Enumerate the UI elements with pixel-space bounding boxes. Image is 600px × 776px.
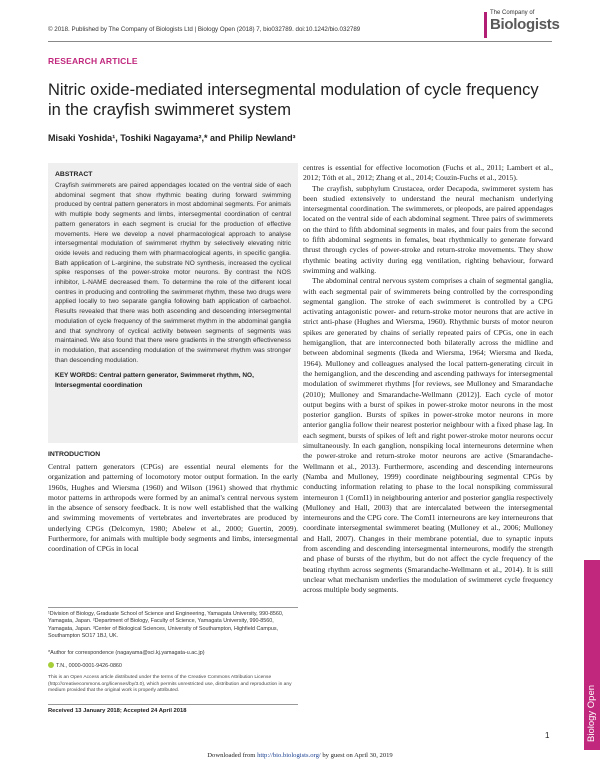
keywords: KEY WORDS: Central pattern generator, Swimmeret rhythm, NO, Intersegmental coordination [55, 372, 254, 390]
introduction-heading: INTRODUCTION [48, 451, 101, 458]
paragraph: The crayfish, subphylum Crustacea, order Decapoda, swimmeret system has been studied extensively to understand the neural mechanism underlying intersegmental coordination. The swimmerets, or pleopods, are paired appendages located on the ventral side of each abdominal segment. Three pairs of swimmerets on the third to fifth abdominal segments in males, and four pairs from the second to fifth abdominal segments in females, beat rhythmically to generate forward thrust through cycles of power-stroke and return-stroke movements. They show rhythmic beating activity during egg ventilation, righting behaviour, forward swimming and walking. [303, 183, 553, 275]
journal-side-strip [584, 560, 600, 750]
download-prefix: Downloaded from [207, 752, 258, 759]
license-text: This is an Open Access article distributed under the terms of the Creative Commons Attribution License (http://creativecommons.org/licenses/by/3.0), which permits unrestricted use, distribution and reproduction in any medium provided that the original work is properly attributed. [48, 675, 292, 694]
author-list: Misaki Yoshida¹, Toshiki Nagayama²,* and Philip Newland³ [48, 133, 296, 143]
article-type-label: RESEARCH ARTICLE [48, 56, 138, 66]
publisher-logo[interactable] [490, 10, 560, 40]
side-strip-label: Biology Open [586, 684, 597, 742]
download-suffix: by guest on April 30, 2019 [320, 752, 393, 759]
paragraph: centres is essential for effective locomotion (Fuchs et al., 2011; Lambert et al., 2012; Tóth et al., 2012; Zhang et al., 2014; Couzin-Fuchs et al., 2015). [303, 163, 553, 183]
affiliations: ¹Division of Biology, Graduate School of Science and Engineering, Yamagata University, 990-8560, Yamagata, Japan. ²Department of Biology, Faculty of Science, Yamagata University, 990-8560, Yamagata, Japan. ³Center of Biological Sciences, University of Southampton, Highfield Campus, Southampton SO17 1BJ, UK. [48, 611, 284, 640]
abstract-box [48, 163, 298, 443]
orcid-text: T.N., 0000-0001-9426-0860 [56, 663, 122, 669]
footnote-divider [48, 607, 298, 608]
logo-big-text: Biologists [490, 16, 560, 33]
download-notice [0, 752, 600, 759]
page-number: 1 [545, 731, 550, 740]
logo-small-text: The Company of [490, 10, 535, 16]
logo-accent-bar [484, 12, 487, 38]
paragraph: The abdominal central nervous system comprises a chain of segmental ganglia, with each segmental pair of swimmerets being controlled by the corresponding segmental ganglion. The stroke of each swimmeret is controlled by a CPG activating antagonistic power- and return-stroke motor neurons that are active in strict anti-phase (Hughes and Wiersma, 1960). Rhythmic bursts of motor neuron spikes are generated by chains of serially repeated pairs of CPGs, one in each hemiganglion, that are interconnected both bilaterally across the midline and between abdominal segments (Ikeda and Wiersma, 1964; Wiersma and Ikeda, 1964). Mulloney and colleagues analysed the local pattern-generating circuit in the hemiganglion, and the descending and ascending pathways for intersegmental modulation of swimmeret rhythms [for reviews, see Mulloney and Smarandache (2010); Mulloney and Smarandache-Wellmann (2012)]. Each cycle of motor output begins with a burst of spikes in power-stroke motor neurons in the most posterior ganglion. Bursts of spikes in power-stroke motor neurons in more anterior ganglia follow their nearest posterior neighbour with a fixed phase lag. In each segment, bursts of spikes of left and right power-stroke motor neurons occur simultaneously. In each ganglion, nonspiking local interneurons determine when the power-stroke and return-stroke motor neurons are active (Smarandache-Wellmann et al., 2013). Furthermore, ascending and descending interneurons (Namba and Mulloney, 1999) coordinate neighbouring segmental CPGs by conducting information relating to phase to the local nonspiking commissural interneuron 1 (ComI1) in neighbouring anterior and posterior ganglia respectively (Mulloney and Hall, 2003) that are intercalated between the intersegmental interneurons and the CPG core. The ComI1 interneurons are key interneurons that coordinate intersegmental swimmeret beating (Mulloney et al., 2006; Mulloney and Hall, 2007). Changes in their membrane potential, due to synaptic inputs from ascending and descending intersegmental interneurons, modify the strength and phase of bursts of the rhythm, but do not affect the cycle frequency of the beating rhythm across segments (Smarandache-Wellmann et al., 2014). It is still unclear what mechanism underlies the modulation of swimmeret cycle frequency across multiple body segments. [303, 276, 553, 595]
header-divider [48, 41, 552, 42]
orcid-icon [48, 662, 54, 668]
journal-citation: © 2018. Published by The Company of Biologists Ltd | Biology Open (2018) 7, bio032789. doi:10.1242/bio.032789 [48, 26, 361, 33]
article-title: Nitric oxide-mediated intersegmental modulation of cycle frequency in the crayfish swimmeret system [48, 81, 539, 119]
right-column-text [303, 163, 553, 595]
download-link[interactable]: http://bio.biologists.org/ [257, 752, 321, 759]
correspondence[interactable]: *Author for correspondence (nagayama@sci.kj.yamagata-u.ac.jp) [48, 650, 205, 656]
abstract-text: Crayfish swimmerets are paired appendages located on the ventral side of each abdominal segment that show rhythmic beating during forward swimming produced by central pattern generators in most abdominal segments. For animals with multiple body segments and limbs, intersegmental coordination of central pattern generators in each segment is crucial for the production of effective movements. Here we develop a novel pharmacological approach to analyse intersegmental modulation of swimmeret rhythm by selectively elevating nitric oxide levels and reducing them with pharmacological agents, in specific ganglia. Bath application of L-arginine, the substrate NO synthesis, increased the cyclical spike responses of the power-stroke motor neurons. By contrast the NOS inhibitor, L-NAME decreased them. To determine the role of the different local centres in producing and controlling the swimmeret rhythm, these two drugs were applied locally to two separate ganglia following bath application of carbachol. Results revealed that there was both ascending and descending intersegmental modulation of cycle frequency of the swimmeret rhythm in the abdominal ganglia and that synchrony of cyclical activity between segments of segments was maintained. We also found that there were gradients in the strength effectiveness in modulation, that ascending modulation of the swimmeret rhythm was stronger than descending modulation. [55, 182, 291, 364]
orcid-line[interactable] [48, 662, 122, 669]
abstract-heading: ABSTRACT [55, 171, 93, 178]
received-dates: Received 13 January 2018; Accepted 24 April 2018 [48, 704, 298, 714]
introduction-text: Central pattern generators (CPGs) are essential neural elements for the organization and patterning of locomotory motor output formation. In the early 1960s, Hughes and Wiersma (1960) and Wilson (1961) showed that rhythmic motor patterns in arthropods were formed by an animal's central nervous system in the absence of sensory feedback. It is now well established that the walking and swimming movements of vertebrates and invertebrates are produced by underlying CPGs (Delcomyn, 1980; Abelew et al., 2000; Guertin, 2009). Furthermore, for animals with multiple body segments and limbs, intersegmental coordination of CPGs in local [48, 462, 298, 554]
